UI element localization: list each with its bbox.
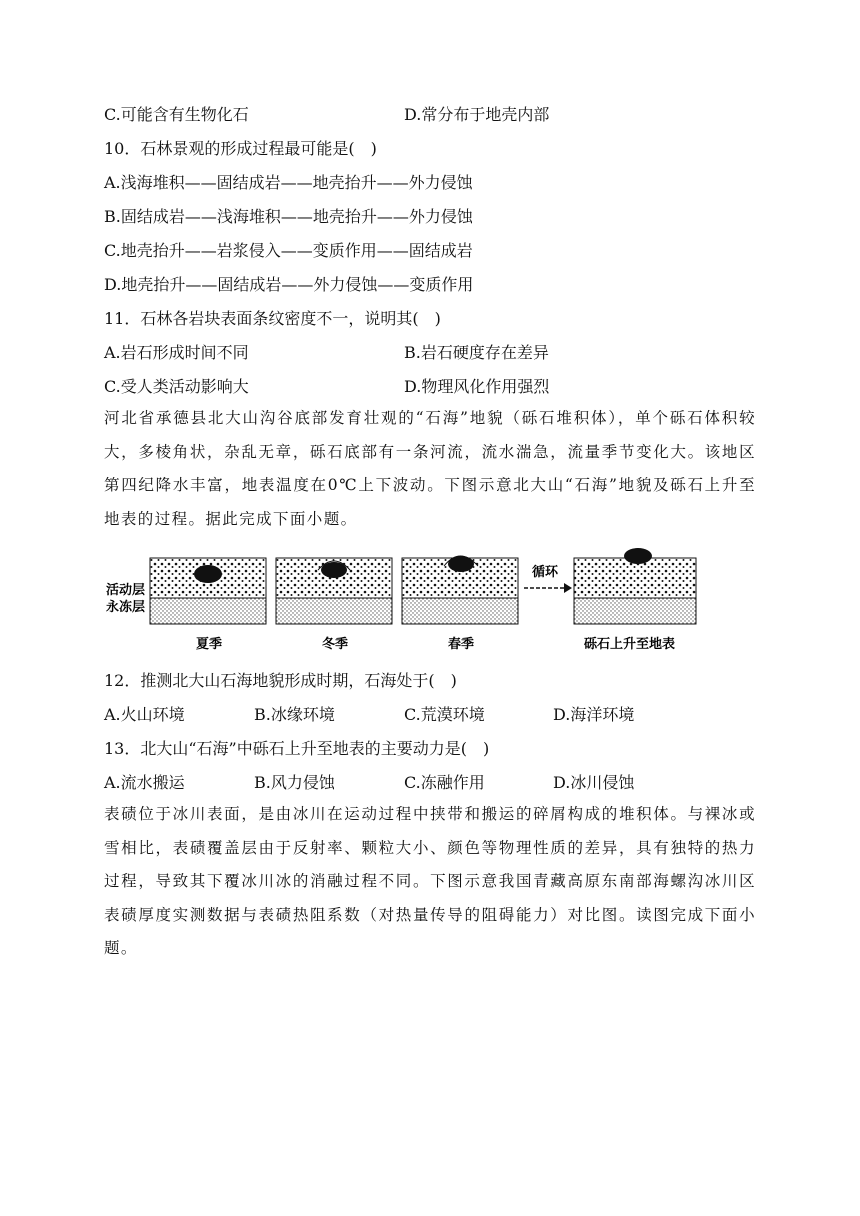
passage-stone-sea: 河北省承德县北大山沟谷底部发育壮观的“石海”地貌（砾石堆积体），单个砾石体积较大，多棱角状，杂乱无章，砾石底部有一条河流，流水湍急，流量季节变化大。该地区第四纪降水丰富，地表温度在0℃上下波动。下图示意北大山“石海”地貌及砾石上升至地表的过程。据此完成下面小题。 [104,409,756,528]
layer-frozen-label: 永冻层 [106,600,146,615]
passage-debris: 表碛位于冰川表面，是由冰川在运动过程中挟带和搬运的碎屑构成的堆积体。与裸冰或雪相比，表碛覆盖层由于反射率、颗粒大小、颜色等物理性质的差异，具有独特的热力过程，导致其下覆冰川冰的消融过程不同。下图示意我国青藏高原东南部海螺沟冰川区表碛厚度实测数据与表碛热阻系数（对热量传导的阻碍能力）对比图。读图完成下面小题。 [104,805,756,957]
q11-stem: 11．石林各岩块表面条纹密度不一，说明其( ) [104,309,441,328]
q13-option-b: B.风力侵蚀 [254,773,335,792]
q10-option-a: A.浅海堆积——固结成岩——地壳抬升——外力侵蚀 [104,173,473,192]
gravel-icon [624,548,652,564]
label-winter: 冬季 [322,637,349,652]
q11-option-b: B.岩石硬度存在差异 [404,343,549,362]
q12-option-b: B.冰缘环境 [254,705,335,724]
cycle-arrow [524,564,572,593]
q10-option-c: C.地壳抬升——岩浆侵入——变质作用——固结成岩 [104,241,473,260]
q12-option-d: D.海洋环境 [553,705,635,724]
q10-stem: 10．石林景观的形成过程最可能是( ) [104,139,377,158]
q9-option-d: D.常分布于地壳内部 [404,105,550,124]
cycle-label: 循环 [532,565,559,580]
q10-option-d: D.地壳抬升——固结成岩——外力侵蚀——变质作用 [104,275,474,294]
gravel-icon [448,556,474,572]
q13-option-c: C.冻融作用 [404,773,485,792]
q11-option-c: C.受人类活动影响大 [104,377,249,396]
q11-option-d: D.物理风化作用强烈 [404,377,550,396]
gravel-icon [194,565,222,583]
q9-option-c: C.可能含有生物化石 [104,105,249,124]
q10-option-b: B.固结成岩——浅海堆积——地壳抬升——外力侵蚀 [104,207,473,226]
q13-option-a: A.流水搬运 [104,773,185,792]
layer-active-label: 活动层 [106,583,146,598]
panel-winter [276,558,392,624]
label-gravel-surface: 砾石上升至地表 [584,637,676,652]
q11-option-a: A.岩石形成时间不同 [104,343,249,362]
gravel-icon [321,562,347,578]
label-summer: 夏季 [196,637,223,652]
q12-option-c: C.荒漠环境 [404,705,485,724]
q13-option-d: D.冰川侵蚀 [553,773,635,792]
label-spring: 春季 [448,637,475,652]
q12-option-a: A.火山环境 [104,705,185,724]
q13-stem: 13．北大山“石海”中砾石上升至地表的主要动力是( ) [104,739,490,758]
panel-spring [402,556,518,624]
q12-stem: 12．推测北大山石海地貌形成时期，石海处于( ) [104,671,457,690]
panel-gravel-surface [574,548,696,624]
stone-sea-figure [104,548,704,660]
panel-summer [150,558,266,624]
